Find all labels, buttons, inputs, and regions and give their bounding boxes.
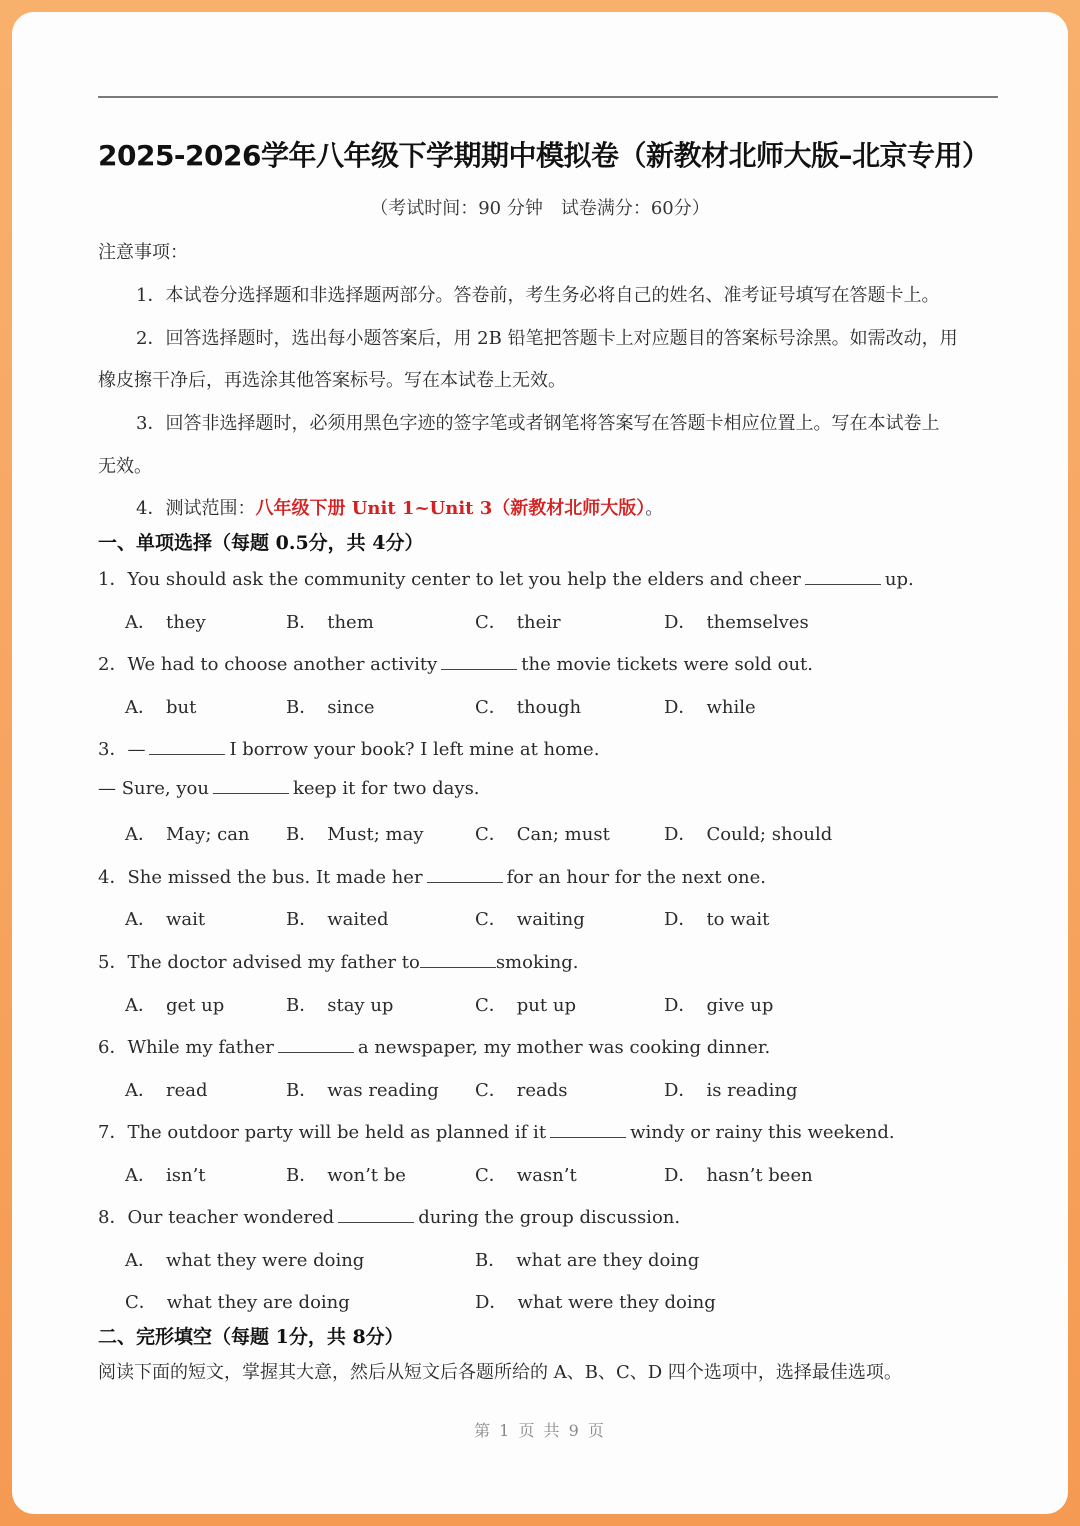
q5-option-d [664,991,773,1017]
option-text: get up [166,995,225,1016]
q4-option-b [286,905,389,931]
option-letter: B． [286,612,318,633]
notice-item-4-prefix: 4．测试范围： [136,498,256,519]
q2-option-a [125,693,196,719]
question-1 [98,565,914,591]
option-text: May; can [166,824,250,845]
option-text: them [327,612,374,633]
question-6-text: 6．While my father [98,1037,274,1058]
option-text: wait [166,909,206,930]
q2-option-d [664,693,756,719]
answer-blank [441,655,517,670]
option-text: is reading [706,1080,798,1101]
option-text: read [166,1080,208,1101]
question-8-text-end: during the group discussion. [418,1207,681,1228]
option-text: give up [706,995,774,1016]
option-letter: A． [125,995,156,1016]
section1-heading: 一、单项选择（每题 0.5分，共 4分） [98,532,424,554]
option-letter: C． [475,995,507,1016]
question-3 [98,735,599,761]
option-letter: C． [475,1080,507,1101]
q3-option-a [125,820,250,846]
question-6 [98,1033,770,1059]
option-letter: B． [286,995,318,1016]
option-letter: C． [125,1292,157,1313]
section2-heading: 二、完形填空（每题 1分，共 8分） [98,1326,404,1348]
option-letter: C． [475,1165,507,1186]
option-letter: D． [475,1292,508,1313]
option-letter: A． [125,909,156,930]
q3-option-b [286,820,423,846]
option-text: their [516,612,561,633]
option-letter: A． [125,1250,156,1271]
option-text: hasn’t been [706,1165,813,1186]
question-1-text: 1．You should ask the community center to let you help the elders and cheer [98,569,801,590]
answer-blank [427,868,503,883]
option-letter: D． [664,1080,697,1101]
option-letter: B． [286,824,318,845]
option-text: what are they doing [516,1250,700,1271]
question-2-text: 2．We had to choose another activity [98,654,438,675]
q7-option-d [664,1161,813,1187]
question-8-text: 8．Our teacher wondered [98,1207,335,1228]
option-letter: C． [475,909,507,930]
page-number: 第 1 页 共 9 页 [474,1421,606,1440]
question-7-text: 7．The outdoor party will be held as planned if it [98,1122,547,1143]
question-8 [98,1203,680,1229]
section2-instruction: 阅读下面的短文，掌握其大意，然后从短文后各题所给的 A、B、C、D 四个选项中，选择最佳选项。 [98,1362,902,1383]
question-5 [98,948,578,974]
q8-option-c [125,1288,350,1314]
question-4-text: 4．She missed the bus. It made her [98,867,423,888]
option-letter: A． [125,697,156,718]
question-7 [98,1118,895,1144]
option-text: Could; should [706,824,833,845]
q6-option-d [664,1076,798,1102]
q8-option-d [475,1288,716,1314]
question-6-text-end: a newspaper, my mother was cooking dinner. [357,1037,771,1058]
question-1-text-end: up. [884,569,914,590]
q6-option-a [125,1076,208,1102]
answer-blank [420,953,496,968]
option-letter: B． [286,1080,318,1101]
option-text: put up [516,995,576,1016]
question-3-reply [98,778,480,799]
q6-option-c [475,1076,568,1102]
option-text: they [166,612,206,633]
answer-blank [805,570,881,585]
question-2 [98,650,813,676]
q4-option-d [664,905,769,931]
notice-item-3a: 3．回答非选择题时，必须用黑色字迹的签字笔或者钢笔将答案写在答题卡相应位置上。写在本试卷上 [136,413,940,434]
option-text: to wait [706,909,770,930]
option-text: what were they doing [517,1292,716,1313]
question-4-text-end: for an hour for the next one. [506,867,766,888]
question-2-text-end: the movie tickets were sold out. [521,654,814,675]
question-3-reply-text: — Sure, you [98,778,209,799]
option-letter: B． [475,1250,507,1271]
test-scope: 八年级下册 Unit 1~Unit 3（新教材北师大版） [255,498,646,519]
option-text: isn’t [166,1165,206,1186]
exam-info: （考试时间：90 分钟 试卷满分：60分） [370,198,710,219]
q5-option-c [475,991,576,1017]
notice-item-3b: 无效。 [98,456,152,477]
page-title: 2025-2026学年八年级下学期期中模拟卷（新教材北师大版–北京专用） [98,139,990,172]
q7-option-a [125,1161,206,1187]
option-text: was reading [327,1080,439,1101]
notice-item-4-suffix: 。 [645,498,664,519]
q8-option-a [125,1246,364,1272]
q8-option-b [475,1246,699,1272]
option-text: Must; may [327,824,424,845]
option-letter: D． [664,1165,697,1186]
q6-option-b [286,1076,439,1102]
option-letter: B． [286,909,318,930]
option-letter: D． [664,612,697,633]
answer-blank [550,1123,626,1138]
option-letter: D． [664,697,697,718]
notice-item-2b: 橡皮擦干净后，再选涂其他答案标号。写在本试卷上无效。 [98,370,566,391]
option-text: waiting [516,909,585,930]
question-4 [98,863,766,889]
answer-blank [213,779,289,794]
q7-option-b [286,1161,406,1187]
header-rule [98,96,998,98]
option-text: reads [516,1080,568,1101]
option-letter: B． [286,1165,318,1186]
option-letter: D． [664,909,697,930]
option-text: what they were doing [166,1250,365,1271]
q5-option-a [125,991,224,1017]
q3-option-c [475,820,610,846]
notice-item-2a: 2．回答选择题时，选出每小题答案后，用 2B 铅笔把答题卡上对应题目的答案标号涂黑。如需改动，用 [136,328,958,349]
option-text: what they are doing [166,1292,350,1313]
q1-option-a [125,608,206,634]
q4-option-c [475,905,585,931]
q4-option-a [125,905,205,931]
answer-blank [278,1038,354,1053]
option-text: wasn’t [516,1165,577,1186]
q2-option-b [286,693,375,719]
option-text: since [327,697,375,718]
question-5-text-end: smoking. [495,952,579,973]
question-5-text: 5．The doctor advised my father to [98,952,420,973]
q7-option-c [475,1161,577,1187]
option-letter: B． [286,697,318,718]
option-text: Can; must [516,824,610,845]
option-text: but [166,697,197,718]
option-letter: A． [125,824,156,845]
option-letter: D． [664,824,697,845]
option-text: though [516,697,582,718]
question-7-text-end: windy or rainy this weekend. [630,1122,895,1143]
document-page [12,12,1068,1514]
option-text: stay up [327,995,394,1016]
notice-heading: 注意事项： [98,242,188,263]
option-letter: C． [475,824,507,845]
q5-option-b [286,991,393,1017]
q3-option-d [664,820,832,846]
answer-blank [149,740,225,755]
question-3-reply-end: keep it for two days. [292,778,480,799]
notice-item-1: 1．本试卷分选择题和非选择题两部分。答卷前，考生务必将自己的姓名、准考证号填写在答题卡上。 [136,285,940,306]
q1-option-c [475,608,561,634]
option-text: waited [327,909,389,930]
q1-option-b [286,608,374,634]
q1-option-d [664,608,809,634]
answer-blank [338,1208,414,1223]
question-3-text: 3．— [98,739,146,760]
question-3-text-end: I borrow your book? I left mine at home. [229,739,600,760]
option-letter: C． [475,612,507,633]
option-letter: A． [125,1165,156,1186]
option-letter: A． [125,1080,156,1101]
option-text: won’t be [327,1165,406,1186]
option-text: while [706,697,756,718]
option-letter: D． [664,995,697,1016]
q2-option-c [475,693,581,719]
notice-item-4 [136,494,663,520]
option-letter: C． [475,697,507,718]
option-text: themselves [706,612,809,633]
option-letter: A． [125,612,156,633]
